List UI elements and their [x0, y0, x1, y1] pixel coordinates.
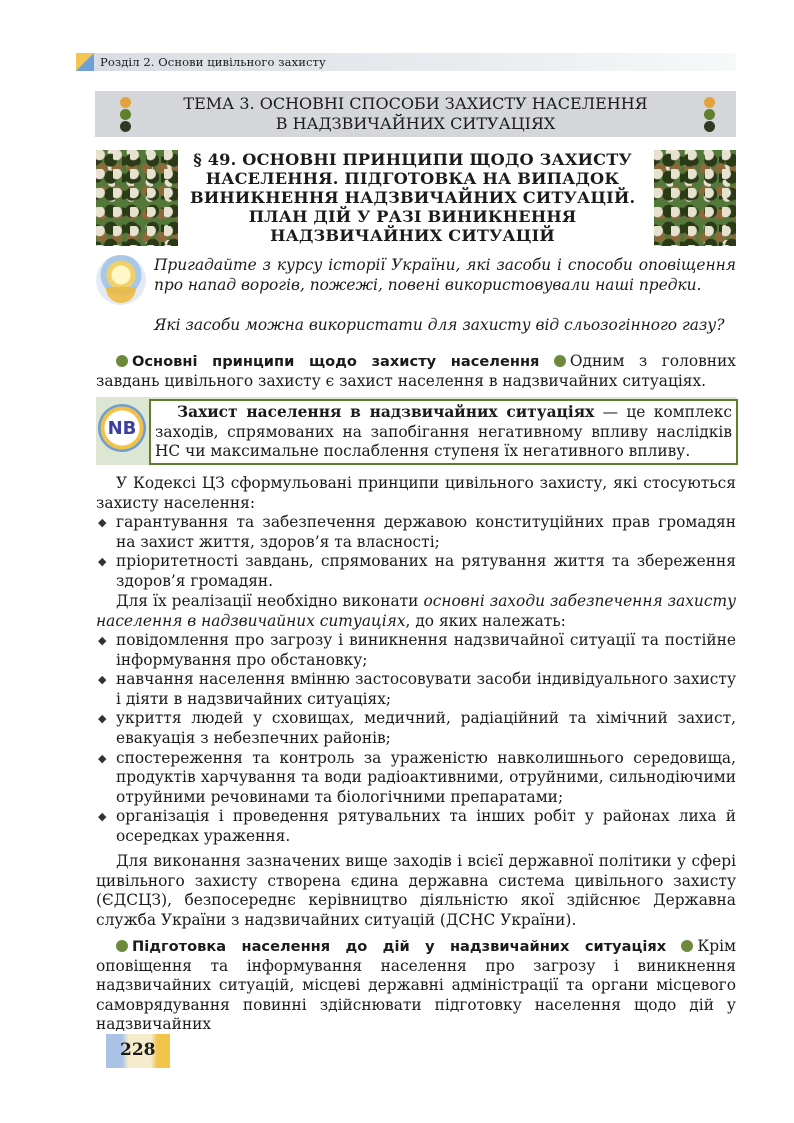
section-title-line: НАСЕЛЕННЯ. ПІДГОТОВКА НА ВИПАДОК [205, 169, 620, 188]
section-title-line: ПЛАН ДІЙ У РАЗІ ВИНИКНЕННЯ [248, 207, 577, 226]
nb-logo-icon: NB [98, 404, 146, 452]
theme-title-line2: В НАДЗВИЧАЙНИХ СИТУАЦІЯХ [275, 114, 556, 133]
section-title-line: ВИНИКНЕННЯ НАДЗВИЧАЙНИХ СИТУАЦІЙ. [190, 188, 636, 207]
theme-banner [95, 91, 736, 137]
principles-list [96, 513, 736, 591]
preparation-text: Крім оповіщення та інформування населення про загрозу і виникнення надзвичайних ситуацій, місцеві державні адміністрації та органи місцевого самоврядування повинні здійснювати підготовку населення щодо дій у надзвичайних [96, 937, 736, 1034]
list-item: ◆ повідомлення про загрозу і виникнення надзвичайної ситуації та постійне інформування про обстановку; [96, 631, 736, 670]
traffic-dots-right-icon [704, 97, 716, 133]
principles-text: Одним з головних завдань цивільного захисту є захист населення в надзвичайних ситуаціях. [96, 352, 736, 390]
bullet-dot-icon [116, 355, 128, 367]
system-paragraph: Для виконання зазначених вище заходів і всієї державної політики у сфері цивільного захисту створена єдина державна система цивільного захисту (ЄДСЦЗ), безпосереднє керівництво діяльністю якої здійснює Державна служба України з надзвичайних ситуацій (ДСНС України). [96, 852, 736, 929]
definition-box [149, 399, 738, 465]
page-number-badge [106, 1034, 170, 1068]
section-title-line: § 49. ОСНОВНІ ПРИНЦИПИ ЩОДО ЗАХИСТУ [193, 150, 632, 169]
section-title-line: НАДЗВИЧАЙНИХ СИТУАЦІЙ [270, 226, 555, 245]
bullet-dot-icon [554, 355, 566, 367]
lightbulb-icon [96, 255, 146, 305]
preparation-heading: Підготовка населення до дій у надзвичайних ситуаціях [132, 938, 667, 955]
nb-definition-block [96, 397, 736, 465]
section-title [190, 150, 635, 245]
measures-intro-paragraph [96, 592, 736, 631]
definition-text: — це комплекс заходів, спрямованих на запобігання негативному впливу наслідків НС чи максимальне послаблення ступеня їх негативного впливу. [155, 403, 732, 461]
list-item: ◆ організація і проведення рятувальних та інших робіт у районах лиха й осередках ураження. [96, 807, 736, 846]
measures-list [96, 631, 736, 847]
list-item: ◆ пріоритетності завдань, спрямованих на рятування життя та збереження здоров’я громадян. [96, 552, 736, 591]
principles-paragraph [96, 352, 736, 391]
recall-question-1: Пригадайте з курсу історії України, які засоби і способи оповіщення про напад ворогів, пожежі, повені використовували наші предки. [154, 256, 736, 294]
principles-heading: Основні принципи щодо захисту населення [132, 353, 540, 370]
list-item: ◆ гарантування та забезпечення державою конституційних прав громадян на захист життя, здоров’я та власності; [96, 513, 736, 552]
running-header-text: Розділ 2. Основи цивільного захисту [100, 55, 326, 69]
measures-intro-end: , до яких належать: [405, 611, 566, 630]
page-number: 228 [120, 1040, 156, 1060]
definition-term: Захист населення в надзвичайних ситуаціях [177, 403, 595, 421]
list-item: ◆ укриття людей у сховищах, медичний, радіаційний та хімічний захист, евакуація з небезпечних районів; [96, 709, 736, 748]
theme-title-line1: ТЕМА 3. ОСНОВНІ СПОСОБИ ЗАХИСТУ НАСЕЛЕННЯ [183, 94, 648, 113]
bullet-dot-icon [681, 940, 693, 952]
bullet-dot-icon [116, 940, 128, 952]
running-header [76, 53, 736, 71]
camouflage-image-right [654, 150, 736, 246]
preparation-paragraph [96, 937, 736, 1035]
section-flag-icon [76, 53, 94, 71]
measures-intro-italic: основні заходи забезпечення захисту населення в надзвичайних ситуаціях [96, 592, 736, 630]
measures-intro-start: Для їх реалізації необхідно виконати [116, 592, 424, 610]
recall-question-2: Які засоби можна використати для захисту від сльозогінного газу? [154, 316, 725, 334]
list-item: ◆ навчання населення вмінню застосовувати засоби індивідуального захисту і діяти в надзвичайних ситуаціях; [96, 670, 736, 709]
code-intro-paragraph: У Кодексі ЦЗ сформульовані принципи цивільного захисту, які стосуються захисту населення: [96, 474, 736, 512]
theme-title [95, 94, 736, 134]
camouflage-image-left [96, 150, 178, 246]
list-item: ◆ спостереження та контроль за ураженістю навколишнього середовища, продуктів харчування та води радіоактивними, отруйними, сильнодіючими отруйними речовинами та біологічними препаратами; [96, 749, 736, 808]
